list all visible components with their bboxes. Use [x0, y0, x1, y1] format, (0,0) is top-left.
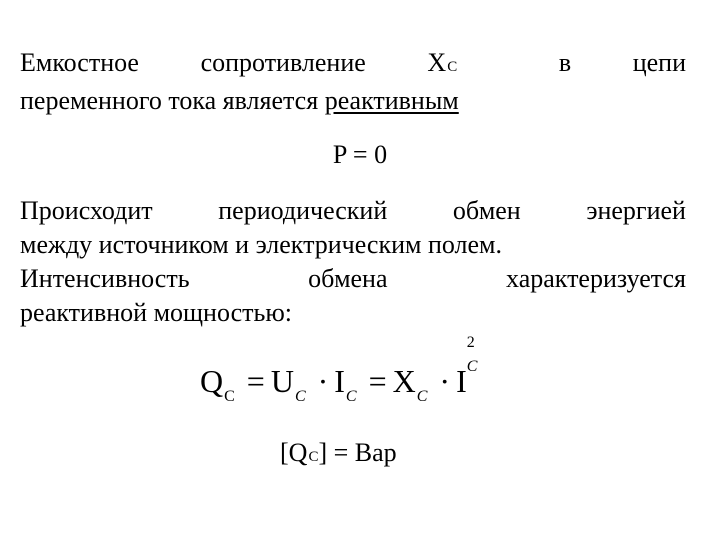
word-obmen: обмен: [452, 196, 521, 225]
formula-x-sub: C: [416, 388, 428, 405]
paragraph2-line1: [20, 194, 686, 228]
word-periodicheskiy: периодический: [218, 196, 388, 225]
formula-i1-sub: C: [345, 388, 357, 405]
formula-i2-scripts: [466, 334, 481, 392]
formula-i1: I: [334, 363, 345, 399]
xc-letter: X: [427, 48, 447, 77]
formula-u: U: [270, 363, 294, 399]
formula-i2: I: [456, 363, 467, 399]
paragraph2-line4: реактивной мощностью:: [20, 298, 293, 327]
formula-dot1: ·: [317, 363, 329, 399]
formula-eq1: =: [246, 363, 265, 399]
xc-symbol: [427, 46, 497, 84]
formula-u-sub: C: [294, 388, 306, 405]
formula-eq2: =: [368, 363, 387, 399]
paragraph1-line1: [20, 46, 686, 84]
capacitive-resistance-paragraph: [20, 46, 686, 118]
line2-prefix: переменного тока является: [20, 86, 325, 115]
formula-q: Q: [200, 363, 224, 399]
unit-rest: ] = Вар: [318, 438, 397, 467]
word-tsepi: цепи: [632, 48, 686, 77]
word-v: в: [558, 48, 572, 77]
formula-x: X: [392, 363, 416, 399]
xc-subscript: C: [447, 59, 458, 75]
reactive-power-unit: [280, 438, 397, 468]
energy-exchange-paragraph: [20, 194, 686, 330]
formula-i2-sub: C: [466, 358, 478, 375]
word-proishodit: Происходит: [20, 196, 153, 225]
formula-q-sub: C: [224, 388, 235, 405]
formula-i2-sup: 2: [466, 334, 475, 351]
word-emkostnoe: Емкостное: [20, 48, 139, 77]
formula-dot2: ·: [439, 363, 451, 399]
unit-sub: C: [308, 449, 319, 465]
word-soprotivlenie: сопротивление: [200, 48, 366, 77]
word-obmena: обмена: [308, 264, 388, 293]
reactive-underlined: реактивным: [324, 86, 459, 115]
word-harakterizuetsya: характеризуется: [506, 264, 686, 293]
word-intensivnost: Интенсивность: [20, 264, 190, 293]
reactive-power-formula: [200, 334, 481, 408]
power-equation: P = 0: [332, 140, 388, 169]
paragraph2-line3: [20, 262, 686, 296]
word-energiey: энергией: [586, 196, 686, 225]
paragraph2-line2: между источником и электрическим полем.: [20, 230, 503, 259]
paragraph1-line2: [20, 84, 686, 118]
unit-open: [Q: [280, 438, 308, 467]
